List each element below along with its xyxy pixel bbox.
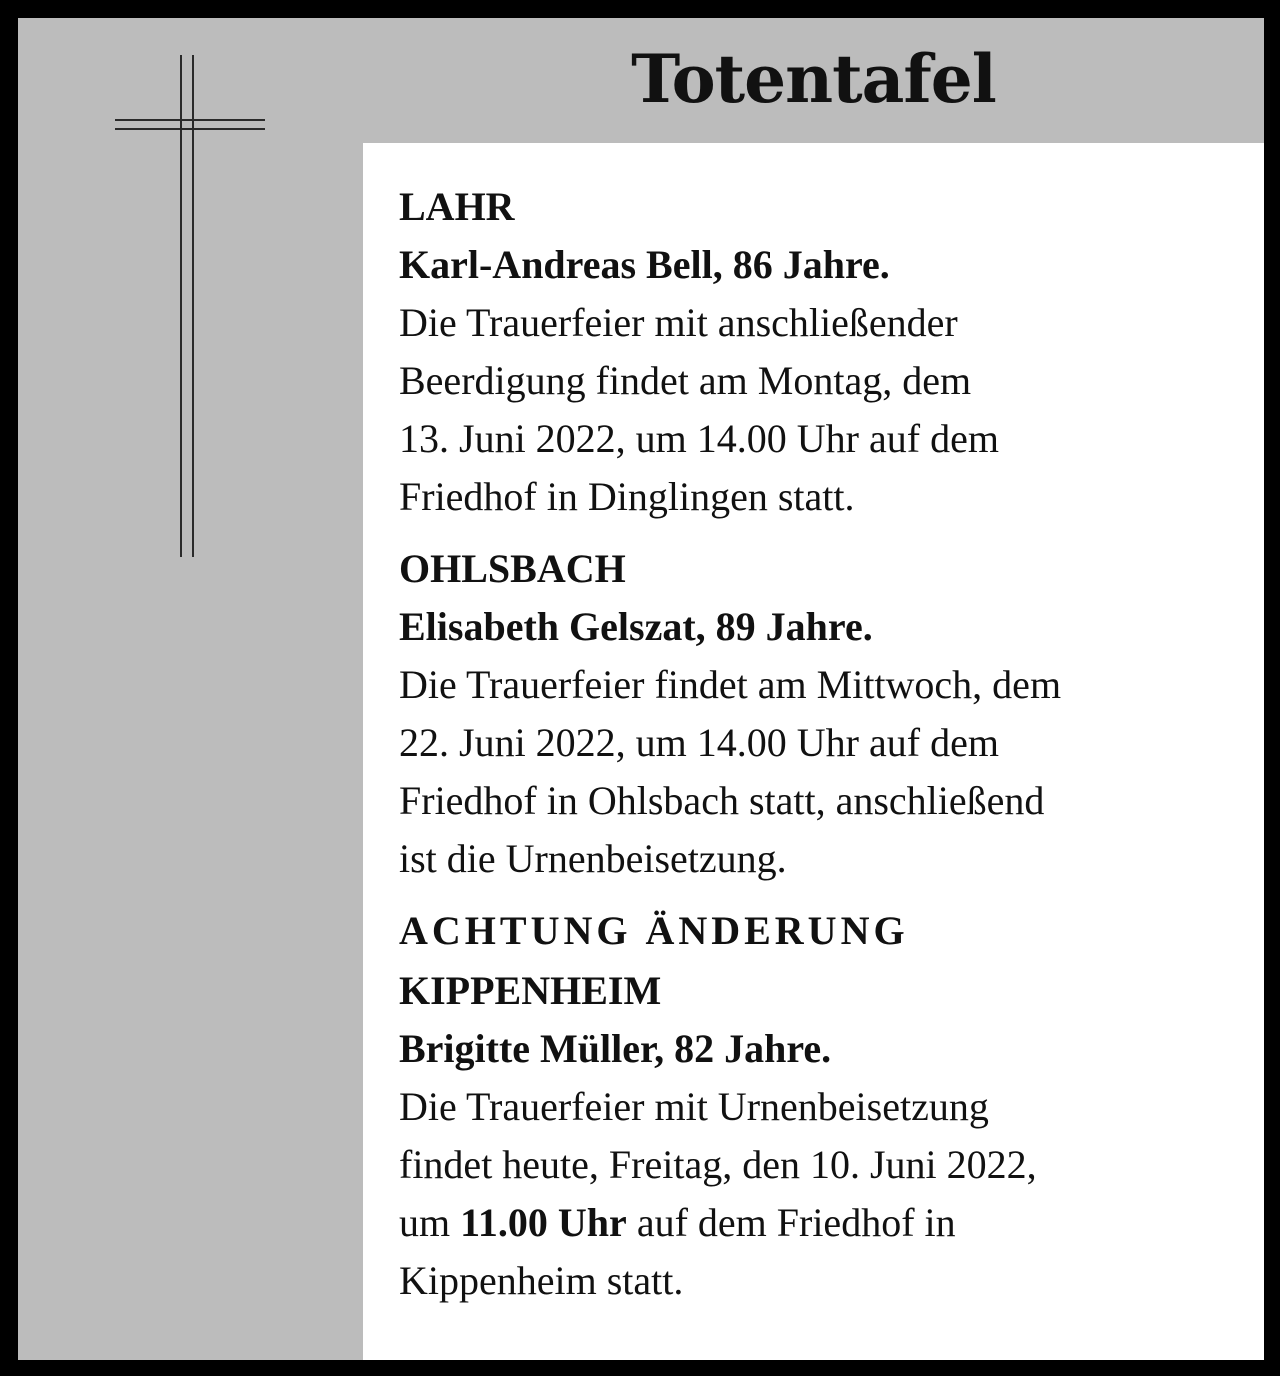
entry-text-line: 22. Juni 2022, um 14.00 Uhr auf dem (399, 720, 999, 765)
entry-text-line: Die Trauerfeier mit anschließender (399, 300, 958, 345)
entry-text-line (399, 1194, 1264, 1252)
entry-text-line: Die Trauerfeier mit Urnenbeisetzung (399, 1084, 989, 1129)
entry-place: KIPPENHEIM (399, 968, 662, 1013)
entry-text-line: Friedhof in Ohlsbach statt, anschließend (399, 778, 1045, 823)
entry-text-line: ist die Urnenbeisetzung. (399, 836, 787, 881)
entry-text-fragment: um (399, 1200, 461, 1245)
entry-name: Karl-Andreas Bell, 86 Jahre. (399, 242, 890, 287)
cross-horizontal-bar (115, 119, 265, 130)
obituary-entry-kippenheim (399, 962, 1264, 1310)
entry-text-fragment: auf dem Friedhof in (626, 1200, 956, 1245)
entry-text-line: Die Trauerfeier findet am Mittwoch, dem (399, 662, 1062, 707)
change-notice-heading: ACHTUNG ÄNDERUNG (399, 908, 909, 953)
obituary-entry-ohlsbach (399, 540, 1264, 888)
obituary-entry-lahr (399, 178, 1264, 526)
entry-text-line: Beerdigung findet am Montag, dem (399, 358, 972, 403)
page-title: Totentafel (631, 40, 996, 118)
cross-vertical-bar (180, 55, 194, 557)
ceremony-time: 11.00 Uhr (460, 1200, 627, 1245)
entry-name: Brigitte Müller, 82 Jahre. (399, 1026, 832, 1071)
entry-text-line: Friedhof in Dinglingen statt. (399, 474, 855, 519)
entry-text-line: 13. Juni 2022, um 14.00 Uhr auf dem (399, 416, 999, 461)
entry-place: OHLSBACH (399, 546, 626, 591)
obituary-list (363, 143, 1264, 1360)
entry-name: Elisabeth Gelszat, 89 Jahre. (399, 604, 873, 649)
entry-text-line: Kippenheim statt. (399, 1258, 684, 1303)
entry-place: LAHR (399, 184, 515, 229)
entry-text-line: findet heute, Freitag, den 10. Juni 2022, (399, 1142, 1037, 1187)
